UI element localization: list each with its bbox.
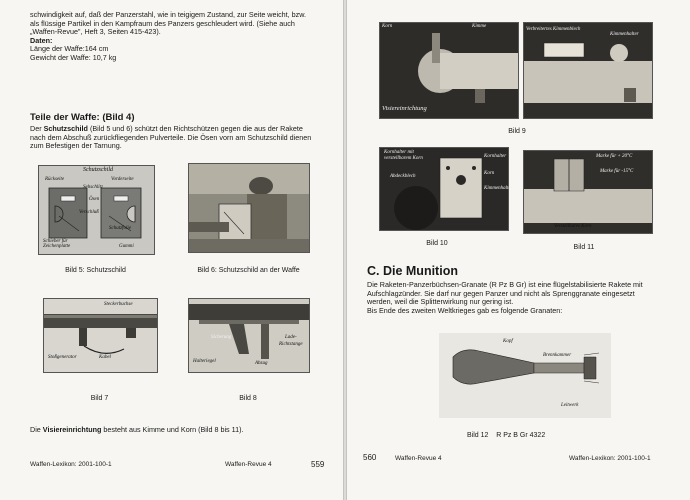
fig5-label: Sehschlitz [83,185,103,190]
section-title: C. Die Munition [367,264,458,278]
para-word: Die [30,425,41,434]
daten-label: Daten: [30,35,53,45]
fig5-title: Schutzschild [83,167,113,173]
fig10-label: Korn [484,171,495,176]
para-text: (Bild 5 und 6) schützt den Richtschützen gegen die aus der Rakete [89,124,303,133]
intro-line: schwindigkeit auf, daß der Panzerstahl, wie in teigigem Zustand, zur Seite weicht, bzw. [30,10,307,19]
fig12-caption [467,432,545,439]
fig10-label: Kimmenhalter [484,186,513,191]
fig12-label: Kopf [503,339,513,344]
para-line: nach dem Abschuß zurückfliegenden Pulverteile. Die Ösen vorn am Schutzschild dienen [30,132,312,142]
section-title: Teile der Waffe: (Bild 4) [30,112,135,123]
fig5-label: Vorderseite [111,177,134,182]
gewicht-value: Gewicht der Waffe: 10,7 kg [30,52,117,62]
fig9-label: Visiereinrichtung [382,105,427,112]
fig10-label: Kornhalter [484,154,507,159]
footer-revue: Waffen-Revue 4 [395,455,442,462]
fig5-label: Schieber für Zeichenplatte [43,239,71,249]
fig12-caption-number: Bild 12 [467,432,489,439]
page-number: 560 [363,453,377,462]
fig9-label: Korn [382,24,393,29]
fig5-label: Rückseite [45,177,65,182]
para-word: Der [30,124,42,133]
para-line: werden, weil die Splitterwirkung nur gering ist. [367,297,514,307]
fig9-label: Kimmenhalter [610,32,639,37]
soldier-photo [189,164,309,252]
fig9-label: Verbreitertes Kimmenblech [526,27,581,32]
fig10-label: verstellbarem Korn [384,156,423,161]
rear-sight-photo [524,23,652,118]
left-page [0,0,343,500]
fig11-label: Verstellbares Korn [554,224,592,229]
fig8-label: Richtstange [279,342,303,347]
rocket-grenade-photo [439,333,611,418]
fig11-caption: Bild 11 [573,244,595,251]
fig5-caption: Bild 5: Schutzschild [65,267,126,274]
figure-11-photo [523,150,653,234]
intro-line: als flüssige Partikel in den Kampfraum des Panzers geschleudert wird. (Siehe auch [30,18,295,28]
fig10-label: Abdeckblech [390,174,416,179]
fig7-label: Stoßgenerator [48,355,77,360]
fig9-label: Kimme [472,24,487,29]
para-text: besteht aus Kimme und Korn (Bild 8 bis 11). [103,425,244,434]
fig12-label: Brennkammer [543,353,572,358]
footer-revue: Waffen-Revue 4 [225,461,272,468]
fig10-label: Kornhalter mit [384,150,414,155]
footer-lexikon: Waffen-Lexikon: 2001-100-1 [30,461,112,468]
front-sight-photo [380,23,518,118]
para-line: Die Raketen-Panzerbüchsen-Granate (R Pz B Gr) ist eine flügelstabilisierte Rakete mit [367,280,643,289]
fig8-caption: Bild 8 [239,395,257,402]
fig7-label: Steckerbuchse [104,302,133,307]
figure-6-photo [188,163,310,253]
schutzschild-term: Schutzschild [43,124,88,133]
figure-8-photo [188,298,310,373]
right-page [347,0,690,500]
para-line: Bis Ende des zweiten Weltkrieges gab es folgende Granaten: [367,305,563,315]
fig5-label: Verschluß [79,210,99,215]
figure-12-photo [439,333,611,418]
adjustable-sight-photo [524,151,652,233]
footer-lexikon: Waffen-Lexikon: 2001-100-1 [569,455,651,462]
fig12-caption-name: R Pz B Gr 4322 [496,432,546,439]
fig7-caption: Bild 7 [90,395,109,402]
fig7-label: Kabel [99,355,111,360]
fig8-label: Sicherung [211,335,232,340]
munition-paragraph [367,281,682,315]
figure-9-photo-b [523,22,653,119]
visiereinrichtung-term: Visiereinrichtung [42,425,102,434]
fig8-label: Lade- [285,335,297,340]
fig8-label: Abzug [255,361,268,366]
fig11-label: Marke für -15°C [600,169,634,174]
intro-paragraph [30,11,330,63]
fig11-label: Marke für + 20°C [596,154,633,159]
intro-line: „Waffen-Revue", Heft 3, Seiten 415-423). [30,27,161,37]
figure-9-photo-a [379,22,519,119]
figure-7-photo [43,298,158,373]
schutzschild-paragraph [30,125,330,151]
fig8-label: Halteriegel [193,359,216,364]
launcher-tube-photo [44,299,157,372]
fig9-caption: Bild 9 [508,128,526,135]
fig5-label: Schutzfolie [109,226,131,231]
laenge-value: Länge der Waffe:164 cm [30,44,109,54]
fig12-label: Leitwerk [561,403,579,408]
visier-paragraph [30,426,330,435]
fig5-label: Gummi [119,244,134,249]
figure-10-photo [379,147,513,231]
fig10-caption: Bild 10 [426,240,448,247]
para-line: Aufschlagzünder. Sie darf nur gegen Panzer und nicht als Sprenggranate eingesetzt [367,288,635,298]
fig6-caption: Bild 6: Schutzschild an der Waffe [197,267,300,274]
page-number: 559 [311,460,325,469]
fig5-label: Ösen [89,197,100,202]
figure-5-shield-diagram [38,165,155,255]
para-line: zum Befestigen der Tarnung. [30,141,122,151]
